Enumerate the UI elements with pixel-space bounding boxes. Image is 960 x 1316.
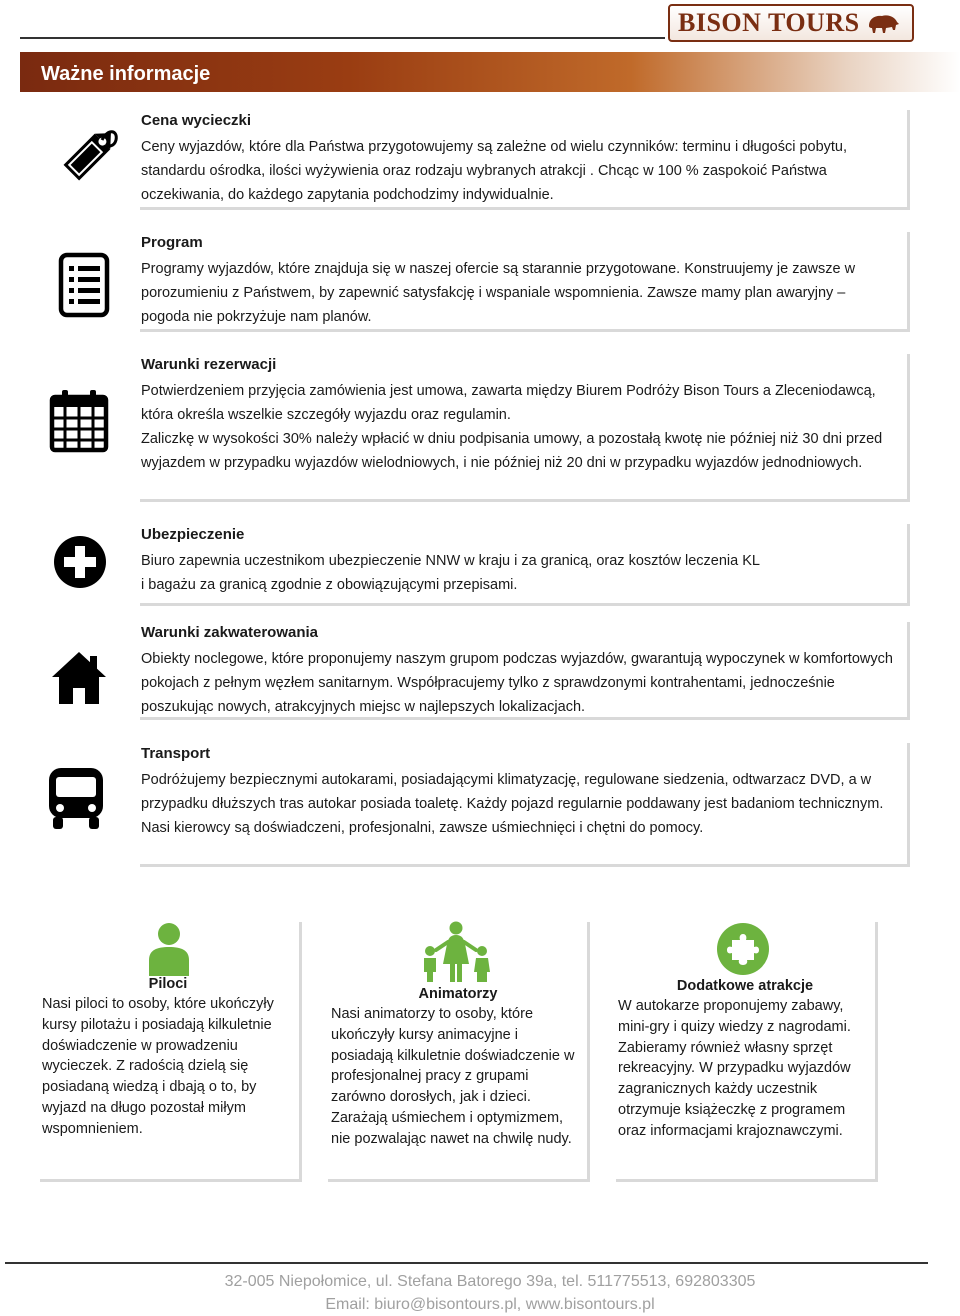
card-body: Nasi piloci to osoby, które ukończyły kursy pilotażu i posiadają kilkuletnie doświadczenie w prowadzeniu wycieczek. Z radością dzielą się posiadaną wiedzą i dbają o to, by wyjazd na długo pozostał miłym wspomnieniem. (42, 996, 274, 1137)
section-body: Biuro zapewnia uczestnikom ubezpieczenie NNW w kraju i za granicą, oraz kosztów leczenia KL (141, 553, 760, 569)
frame-border (616, 1179, 878, 1182)
footer-contact[interactable]: Email: biuro@bisontours.pl, www.bisontours.pl (325, 1296, 655, 1313)
frame-border (907, 622, 910, 720)
frame-border (140, 603, 910, 606)
card-title: Piloci (148, 976, 188, 992)
person-icon (145, 922, 193, 976)
section-reservation (140, 354, 910, 502)
puzzle-icon (716, 922, 770, 976)
banner-title: Ważne informacje (41, 63, 211, 85)
section-title: Ubezpieczenie (141, 526, 245, 543)
frame-border (140, 207, 910, 210)
section-body: Obiekty noclegowe, które proponujemy naszym grupom podczas wyjazdów, gwarantują wypoczynek w komfortowych pokojach z pełnym węzłem sanitarnym. Współpracujemy tylko z sprawdzonymi kontrahentami, jednocześnie poszukując nowych, atrakcyjnych miejsc w najlepszych lokalizacjach. (141, 651, 893, 715)
frame-border (299, 922, 302, 1182)
frame-border (140, 717, 910, 720)
frame-border (140, 864, 910, 867)
header-rule (20, 37, 665, 39)
section-transport (140, 743, 910, 867)
bison-icon (866, 12, 900, 36)
frame-border (140, 329, 910, 332)
footer-rule (5, 1262, 928, 1264)
card-animators (328, 922, 590, 1182)
card-extra-attractions (616, 922, 878, 1182)
frame-border (587, 922, 590, 1182)
card-pilots (40, 922, 302, 1182)
section-banner (20, 52, 960, 92)
frame-border (40, 1179, 302, 1182)
section-body: Programy wyjazdów, które znajduja się w naszej ofercie są starannie przygotowane. Konstruujemy je zawsze w porozumieniu z Państwem, by zapewnić satysfakcję i wspaniale wspomnienia. Zawsze mamy plan awaryjny – pogoda nie pokrzyżuje nam planów. (141, 261, 856, 325)
section-insurance (140, 524, 910, 606)
section-title: Warunki rezerwacji (141, 356, 277, 373)
frame-border (907, 110, 910, 210)
section-body: Potwierdzeniem przyjęcia zamówienia jest umowa, zawarta między Biurem Podróży Bison Tours a Zleceniodawcą, która określa wszelkie szczegóły wyjazdu oraz regulamin. (141, 383, 876, 423)
section-title: Transport (141, 745, 211, 762)
frame-border (907, 354, 910, 502)
document-list-icon (58, 252, 110, 318)
frame-border (140, 499, 910, 502)
frame-border (875, 922, 878, 1182)
bison-tours-logo[interactable] (668, 4, 914, 42)
card-body: Nasi animatorzy to osoby, które ukończyły kursy animacyjne i posiadają kilkuletnie doświadczenie w profesjonalnej pracy z grupami zarówno dorosłych, jak i dzieci. Zarażają uśmiechem i optymizmem, nie pozwalając nawet na chwilę nudy. (331, 1006, 575, 1147)
house-icon (50, 650, 108, 706)
section-body-continued: Zaliczkę w wysokości 30% należy wpłacić w dniu podpisania umowy, a pozostałą kwotę nie później niż 30 dni przed wyjazdem w przypadku wyjazdów wielodniowych, i nie później niż 20 dni w przypadku wyjazdów jednodniowych. (141, 431, 883, 471)
section-accommodation (140, 622, 910, 720)
calendar-icon (49, 388, 109, 454)
section-body-continued: i bagażu za granicą zgodnie z obowiązującymi przepisami. (141, 577, 518, 593)
price-tag-icon (56, 122, 122, 188)
section-title: Program (141, 234, 203, 251)
footer (0, 1270, 960, 1316)
frame-border (907, 524, 910, 606)
section-body: Podróżujemy bezpiecznymi autokarami, posiadającymi klimatyzację, regulowane siedzenia, odtwarzacz DVD, a w przypadku dłuższych tras autokar posiada toaletę. Każdy pojazd regularnie poddawany jest badaniom technicznym. Nasi kierowcy są doświadczeni, profesjonalni, zawsze uśmiechnięci i chętni do pomocy. (141, 772, 884, 836)
plus-circle-icon (53, 535, 107, 589)
card-body: W autokarze proponujemy zabawy, mini-gry i quizy wiedzy z nagrodami. Zabieramy również własny sprzęt rekreacyjny. W przypadku wyjazdów zagranicznych każdy uczestnik otrzymuje książeczkę z programem oraz informacjami krajoznawczymi. (618, 998, 851, 1139)
section-body: Ceny wyjazdów, które dla Państwa przygotowujemy są zależne od wielu czynników: terminu i długości pobytu, standardu ośrodka, ilości wyżywienia oraz rodzaju wybranych atrakcji . Chcąc w 100 % zaspokoić Państwa oczekiwania, do każdego zapytania podchodzimy indywidualnie. (141, 139, 848, 203)
frame-border (328, 1179, 590, 1182)
frame-border (907, 232, 910, 332)
frame-border (907, 743, 910, 867)
card-title: Animatorzy (418, 986, 498, 1002)
section-title: Cena wycieczki (141, 112, 252, 129)
section-program (140, 232, 910, 332)
logo-text: BISON TOURS (678, 8, 860, 37)
bus-icon (46, 765, 106, 831)
section-title: Warunki zakwaterowania (141, 624, 318, 641)
section-price (140, 110, 910, 210)
family-icon (420, 920, 492, 984)
card-title: Dodatkowe atrakcje (676, 978, 814, 994)
footer-address: 32-005 Niepołomice, ul. Stefana Batorego 39a, tel. 511775513, 692803305 (224, 1273, 756, 1290)
